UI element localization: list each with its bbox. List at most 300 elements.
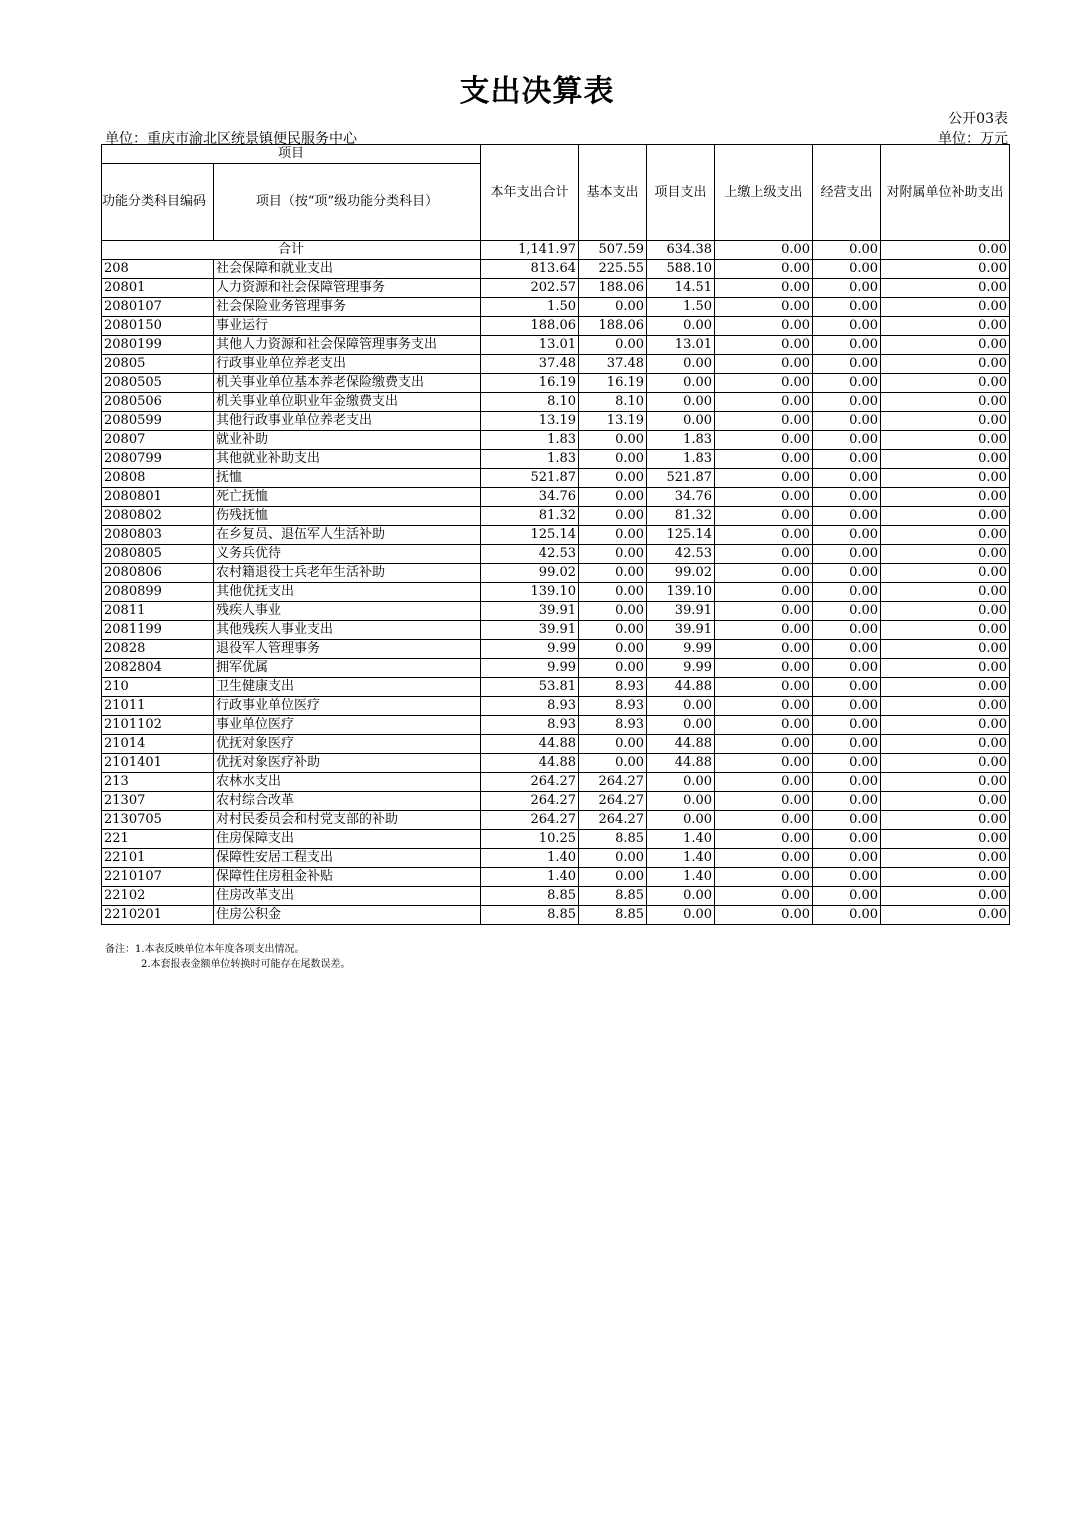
row-name: 机关事业单位职业年金缴费支出 (214, 393, 481, 412)
row-value: 8.93 (579, 697, 647, 716)
row-value: 0.00 (881, 640, 1010, 659)
table-row (102, 735, 1010, 754)
table-row (102, 450, 1010, 469)
row-value: 0.00 (881, 583, 1010, 602)
row-value: 1.50 (647, 298, 715, 317)
row-value: 0.00 (715, 678, 813, 697)
row-value: 188.06 (579, 317, 647, 336)
row-value: 0.00 (579, 621, 647, 640)
table-row (102, 412, 1010, 431)
row-value: 0.00 (881, 887, 1010, 906)
row-code: 2080150 (102, 317, 214, 336)
row-value: 0.00 (647, 317, 715, 336)
row-value: 0.00 (715, 754, 813, 773)
row-code: 21307 (102, 792, 214, 811)
row-value: 0.00 (715, 336, 813, 355)
row-code: 20811 (102, 602, 214, 621)
row-value: 0.00 (813, 906, 881, 925)
row-value: 99.02 (647, 564, 715, 583)
row-value: 0.00 (881, 678, 1010, 697)
row-value: 1.40 (647, 868, 715, 887)
row-code: 2130705 (102, 811, 214, 830)
row-value: 0.00 (647, 393, 715, 412)
row-value: 0.00 (813, 659, 881, 678)
table-row (102, 469, 1010, 488)
row-value: 0.00 (715, 792, 813, 811)
row-code: 2210107 (102, 868, 214, 887)
total-label: 合计 (102, 241, 481, 260)
row-value: 0.00 (813, 450, 881, 469)
total-value: 507.59 (579, 241, 647, 260)
row-value: 1.40 (647, 849, 715, 868)
row-value: 0.00 (579, 849, 647, 868)
row-value: 0.00 (715, 393, 813, 412)
row-value: 0.00 (881, 792, 1010, 811)
currency-unit: 单位：万元 (938, 131, 1008, 147)
table-row (102, 374, 1010, 393)
row-value: 44.88 (481, 735, 579, 754)
table-row (102, 583, 1010, 602)
table-row (102, 393, 1010, 412)
row-code: 2101102 (102, 716, 214, 735)
row-value: 10.25 (481, 830, 579, 849)
row-value: 0.00 (715, 564, 813, 583)
row-value: 0.00 (647, 412, 715, 431)
row-value: 8.93 (481, 716, 579, 735)
row-value: 0.00 (715, 735, 813, 754)
row-name: 社会保障和就业支出 (214, 260, 481, 279)
row-value: 0.00 (881, 621, 1010, 640)
row-name: 伤残抚恤 (214, 507, 481, 526)
row-value: 0.00 (715, 488, 813, 507)
row-value: 0.00 (881, 564, 1010, 583)
header-business: 经营支出 (813, 145, 881, 241)
row-value: 139.10 (481, 583, 579, 602)
row-value: 1.40 (481, 868, 579, 887)
row-value: 9.99 (481, 640, 579, 659)
header-subsidiary: 对附属单位补助支出 (881, 145, 1010, 241)
row-value: 42.53 (481, 545, 579, 564)
row-name: 在乡复员、退伍军人生活补助 (214, 526, 481, 545)
table-row (102, 849, 1010, 868)
table-row (102, 602, 1010, 621)
row-code: 221 (102, 830, 214, 849)
row-name: 卫生健康支出 (214, 678, 481, 697)
row-value: 0.00 (813, 678, 881, 697)
row-code: 2080803 (102, 526, 214, 545)
row-value: 81.32 (481, 507, 579, 526)
row-value: 0.00 (813, 640, 881, 659)
row-value: 0.00 (881, 431, 1010, 450)
row-value: 0.00 (881, 412, 1010, 431)
row-value: 0.00 (579, 545, 647, 564)
row-value: 0.00 (881, 393, 1010, 412)
row-value: 0.00 (813, 564, 881, 583)
row-value: 0.00 (881, 507, 1010, 526)
row-name: 拥军优属 (214, 659, 481, 678)
row-name: 农林水支出 (214, 773, 481, 792)
row-value: 0.00 (813, 298, 881, 317)
row-value: 0.00 (881, 735, 1010, 754)
row-value: 0.00 (813, 868, 881, 887)
row-value: 0.00 (579, 336, 647, 355)
row-value: 0.00 (715, 260, 813, 279)
table-row (102, 678, 1010, 697)
row-name: 农村综合改革 (214, 792, 481, 811)
row-value: 125.14 (647, 526, 715, 545)
row-value: 0.00 (715, 868, 813, 887)
row-code: 2080506 (102, 393, 214, 412)
row-value: 0.00 (715, 469, 813, 488)
row-value: 1.83 (647, 431, 715, 450)
row-value: 0.00 (813, 260, 881, 279)
row-value: 0.00 (813, 811, 881, 830)
row-value: 0.00 (881, 526, 1010, 545)
row-value: 0.00 (715, 450, 813, 469)
row-name: 农村籍退役士兵老年生活补助 (214, 564, 481, 583)
table-row (102, 431, 1010, 450)
table-row (102, 830, 1010, 849)
row-value: 16.19 (481, 374, 579, 393)
row-value: 0.00 (579, 488, 647, 507)
row-value: 0.00 (813, 412, 881, 431)
row-value: 0.00 (715, 621, 813, 640)
table-row (102, 716, 1010, 735)
row-code: 20801 (102, 279, 214, 298)
row-name: 事业运行 (214, 317, 481, 336)
row-code: 22102 (102, 887, 214, 906)
row-value: 0.00 (715, 697, 813, 716)
row-value: 0.00 (813, 754, 881, 773)
row-name: 其他行政事业单位养老支出 (214, 412, 481, 431)
row-value: 0.00 (881, 298, 1010, 317)
row-code: 2101401 (102, 754, 214, 773)
row-value: 813.64 (481, 260, 579, 279)
total-value: 0.00 (813, 241, 881, 260)
row-name: 其他就业补助支出 (214, 450, 481, 469)
row-name: 社会保险业务管理事务 (214, 298, 481, 317)
row-name: 保障性安居工程支出 (214, 849, 481, 868)
row-value: 9.99 (647, 640, 715, 659)
row-value: 0.00 (579, 450, 647, 469)
row-value: 37.48 (481, 355, 579, 374)
table-row (102, 697, 1010, 716)
row-value: 0.00 (813, 830, 881, 849)
row-code: 21011 (102, 697, 214, 716)
row-value: 0.00 (881, 754, 1010, 773)
row-code: 2080899 (102, 583, 214, 602)
row-value: 225.55 (579, 260, 647, 279)
row-value: 13.19 (481, 412, 579, 431)
row-value: 9.99 (481, 659, 579, 678)
row-name: 抚恤 (214, 469, 481, 488)
row-value: 8.93 (579, 678, 647, 697)
row-value: 0.00 (813, 336, 881, 355)
row-value: 0.00 (813, 279, 881, 298)
row-code: 2080599 (102, 412, 214, 431)
row-value: 0.00 (715, 583, 813, 602)
row-value: 8.85 (579, 887, 647, 906)
row-value: 0.00 (579, 526, 647, 545)
row-value: 0.00 (881, 868, 1010, 887)
row-value: 34.76 (647, 488, 715, 507)
row-value: 0.00 (881, 849, 1010, 868)
row-value: 44.88 (647, 754, 715, 773)
row-value: 39.91 (481, 621, 579, 640)
row-value: 125.14 (481, 526, 579, 545)
row-value: 264.27 (579, 792, 647, 811)
row-code: 2082804 (102, 659, 214, 678)
row-value: 0.00 (813, 507, 881, 526)
row-value: 9.99 (647, 659, 715, 678)
row-name: 退役军人管理事务 (214, 640, 481, 659)
row-name: 住房公积金 (214, 906, 481, 925)
row-value: 188.06 (481, 317, 579, 336)
row-value: 8.85 (579, 830, 647, 849)
header-upper: 上缴上级支出 (715, 145, 813, 241)
row-code: 22101 (102, 849, 214, 868)
row-name: 其他人力资源和社会保障管理事务支出 (214, 336, 481, 355)
row-value: 0.00 (579, 602, 647, 621)
reporting-unit: 单位：重庆市渝北区统景镇便民服务中心 (105, 131, 357, 147)
row-value: 8.93 (481, 697, 579, 716)
row-value: 0.00 (881, 773, 1010, 792)
row-value: 0.00 (881, 697, 1010, 716)
note-line-1: 备注：1.本表反映单位本年度各项支出情况。 (105, 944, 305, 955)
row-value: 0.00 (881, 830, 1010, 849)
row-name: 残疾人事业 (214, 602, 481, 621)
row-value: 588.10 (647, 260, 715, 279)
row-value: 0.00 (579, 469, 647, 488)
row-value: 39.91 (647, 621, 715, 640)
row-code: 2080801 (102, 488, 214, 507)
row-value: 0.00 (715, 279, 813, 298)
table-row (102, 564, 1010, 583)
total-value: 0.00 (715, 241, 813, 260)
row-value: 0.00 (647, 887, 715, 906)
row-value: 0.00 (715, 412, 813, 431)
row-code: 210 (102, 678, 214, 697)
row-code: 2080805 (102, 545, 214, 564)
row-value: 99.02 (481, 564, 579, 583)
row-value: 8.93 (579, 716, 647, 735)
row-value: 0.00 (647, 355, 715, 374)
row-code: 2080806 (102, 564, 214, 583)
row-value: 14.51 (647, 279, 715, 298)
table-row (102, 887, 1010, 906)
row-value: 0.00 (715, 545, 813, 564)
row-value: 0.00 (715, 887, 813, 906)
row-name: 就业补助 (214, 431, 481, 450)
table-row (102, 336, 1010, 355)
table-row (102, 526, 1010, 545)
row-value: 0.00 (647, 792, 715, 811)
row-name: 优抚对象医疗 (214, 735, 481, 754)
row-value: 264.27 (481, 773, 579, 792)
row-value: 0.00 (813, 792, 881, 811)
table-row (102, 621, 1010, 640)
row-name: 机关事业单位基本养老保险缴费支出 (214, 374, 481, 393)
row-value: 0.00 (813, 469, 881, 488)
row-code: 21014 (102, 735, 214, 754)
row-name: 死亡抚恤 (214, 488, 481, 507)
total-value: 1,141.97 (481, 241, 579, 260)
row-value: 0.00 (647, 716, 715, 735)
table-row (102, 659, 1010, 678)
row-value: 0.00 (813, 849, 881, 868)
row-code: 2080799 (102, 450, 214, 469)
row-value: 188.06 (579, 279, 647, 298)
row-value: 0.00 (881, 659, 1010, 678)
row-value: 0.00 (881, 488, 1010, 507)
row-value: 0.00 (715, 716, 813, 735)
row-value: 0.00 (715, 773, 813, 792)
row-value: 0.00 (813, 621, 881, 640)
row-value: 0.00 (881, 469, 1010, 488)
row-value: 16.19 (579, 374, 647, 393)
total-value: 634.38 (647, 241, 715, 260)
row-value: 44.88 (647, 735, 715, 754)
row-value: 13.01 (481, 336, 579, 355)
row-value: 8.10 (579, 393, 647, 412)
row-code: 2210201 (102, 906, 214, 925)
row-value: 1.83 (481, 450, 579, 469)
row-value: 0.00 (579, 564, 647, 583)
row-value: 0.00 (647, 811, 715, 830)
row-value: 0.00 (715, 526, 813, 545)
row-value: 8.85 (579, 906, 647, 925)
row-name: 人力资源和社会保障管理事务 (214, 279, 481, 298)
row-value: 13.01 (647, 336, 715, 355)
row-value: 0.00 (881, 317, 1010, 336)
header-basic: 基本支出 (579, 145, 647, 241)
row-value: 0.00 (715, 374, 813, 393)
row-name: 行政事业单位医疗 (214, 697, 481, 716)
row-value: 0.00 (579, 583, 647, 602)
row-value: 0.00 (647, 906, 715, 925)
row-value: 0.00 (715, 431, 813, 450)
row-code: 208 (102, 260, 214, 279)
row-value: 0.00 (579, 298, 647, 317)
row-value: 0.00 (579, 735, 647, 754)
header-project-expense: 项目支出 (647, 145, 715, 241)
table-row (102, 507, 1010, 526)
row-value: 0.00 (881, 716, 1010, 735)
row-value: 0.00 (881, 906, 1010, 925)
row-code: 213 (102, 773, 214, 792)
row-value: 0.00 (715, 640, 813, 659)
row-value: 1.40 (481, 849, 579, 868)
row-value: 44.88 (647, 678, 715, 697)
row-value: 264.27 (579, 773, 647, 792)
table-row (102, 811, 1010, 830)
table-row (102, 488, 1010, 507)
row-value: 8.85 (481, 906, 579, 925)
row-name: 其他优抚支出 (214, 583, 481, 602)
row-value: 0.00 (715, 849, 813, 868)
table-row (102, 298, 1010, 317)
row-value: 0.00 (715, 507, 813, 526)
row-value: 0.00 (813, 583, 881, 602)
row-value: 0.00 (813, 355, 881, 374)
row-value: 0.00 (813, 716, 881, 735)
header-name: 项目（按“项”级功能分类科目） (214, 164, 481, 241)
table-row (102, 792, 1010, 811)
row-value: 0.00 (647, 374, 715, 393)
row-name: 义务兵优待 (214, 545, 481, 564)
row-value: 0.00 (881, 374, 1010, 393)
table-row (102, 640, 1010, 659)
row-value: 0.00 (715, 659, 813, 678)
row-value: 0.00 (813, 735, 881, 754)
row-value: 0.00 (813, 545, 881, 564)
row-value: 13.19 (579, 412, 647, 431)
row-value: 0.00 (813, 602, 881, 621)
table-row (102, 317, 1010, 336)
row-value: 81.32 (647, 507, 715, 526)
row-value: 34.76 (481, 488, 579, 507)
row-value: 264.27 (481, 811, 579, 830)
row-value: 39.91 (647, 602, 715, 621)
row-value: 0.00 (715, 298, 813, 317)
row-name: 住房改革支出 (214, 887, 481, 906)
table-row (102, 260, 1010, 279)
row-value: 0.00 (813, 773, 881, 792)
row-value: 39.91 (481, 602, 579, 621)
table-row (102, 906, 1010, 925)
row-value: 0.00 (881, 450, 1010, 469)
table-row (102, 279, 1010, 298)
row-name: 保障性住房租金补贴 (214, 868, 481, 887)
row-value: 0.00 (579, 640, 647, 659)
table-row (102, 355, 1010, 374)
row-value: 0.00 (715, 355, 813, 374)
row-value: 0.00 (813, 431, 881, 450)
row-value: 0.00 (813, 887, 881, 906)
row-value: 0.00 (579, 868, 647, 887)
row-code: 2080199 (102, 336, 214, 355)
table-row (102, 868, 1010, 887)
row-value: 0.00 (579, 754, 647, 773)
row-value: 0.00 (813, 697, 881, 716)
form-number: 公开03表 (948, 111, 1008, 127)
header-row-1 (102, 145, 1010, 164)
row-value: 0.00 (813, 317, 881, 336)
total-value: 0.00 (881, 241, 1010, 260)
table-row (102, 773, 1010, 792)
row-value: 0.00 (881, 811, 1010, 830)
row-value: 202.57 (481, 279, 579, 298)
row-value: 0.00 (813, 526, 881, 545)
row-value: 0.00 (813, 393, 881, 412)
row-value: 0.00 (881, 602, 1010, 621)
row-name: 对村民委员会和村党支部的补助 (214, 811, 481, 830)
row-value: 264.27 (579, 811, 647, 830)
table-row (102, 545, 1010, 564)
row-value: 0.00 (715, 811, 813, 830)
page-title: 支出决算表 (459, 74, 615, 109)
expenditure-table (101, 144, 1010, 925)
row-code: 2081199 (102, 621, 214, 640)
row-code: 20807 (102, 431, 214, 450)
row-value: 0.00 (881, 260, 1010, 279)
row-value: 37.48 (579, 355, 647, 374)
row-code: 20808 (102, 469, 214, 488)
row-value: 42.53 (647, 545, 715, 564)
row-value: 53.81 (481, 678, 579, 697)
row-name: 行政事业单位养老支出 (214, 355, 481, 374)
total-row (102, 241, 1010, 260)
